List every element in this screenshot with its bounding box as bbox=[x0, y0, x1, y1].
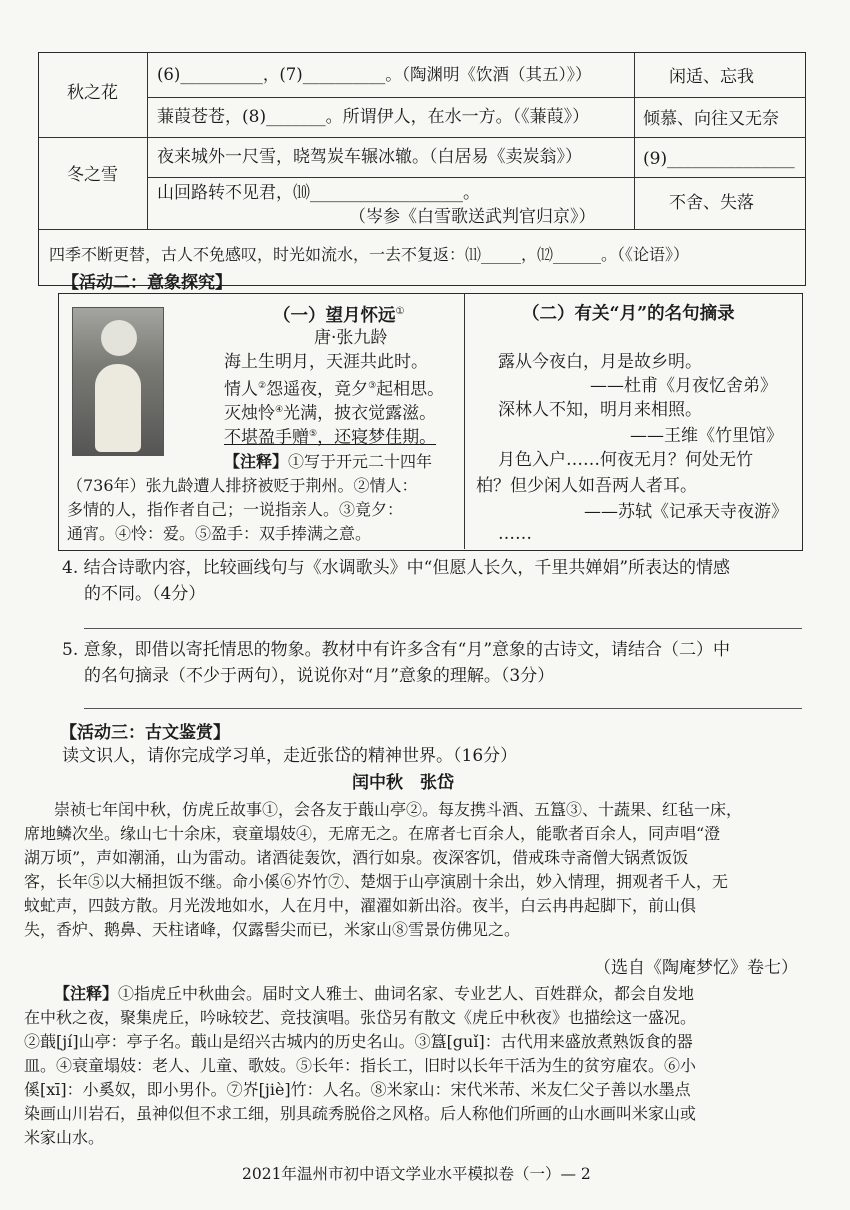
poem-line-4-underlined: 不堪盈手赠⑤，还寝梦佳期。 bbox=[224, 427, 437, 448]
quote-line: 月色入户……何夜无月？何处无竹 bbox=[498, 450, 753, 470]
passage-line: 蚊虻声，四鼓方散。月光泼地如水，人在月中，濯濯如新出浴。夜半，白云冉冉起脚下，前山俱 bbox=[24, 896, 697, 915]
poem-line-2: 情人②怨遥夜，竟夕③起相思。 bbox=[224, 379, 445, 400]
answer-line-q4[interactable] bbox=[84, 628, 802, 629]
note-line: 在中秋之夜，聚集虎丘，吟咏较艺、竞技演唱。张岱另有散文《虎丘中秋夜》也描绘这一盛况。 bbox=[24, 1008, 697, 1027]
passage-line: 湖万顷”，声如潮涌，山为雷动。诸酒徒轰饮，酒行如泉。夜深客饥，借戒珠寺斋僧大锅煮饭饭 bbox=[24, 848, 689, 867]
quote-source: ——苏轼《记承天寺夜游》 bbox=[584, 502, 788, 522]
passage-title: 闰中秋 张岱 bbox=[352, 773, 454, 793]
passage-source: （选自《陶庵梦忆》卷七） bbox=[594, 958, 798, 978]
question-4-line1: 4. 结合诗歌内容，比较画线句与《水调歌头》中“但愿人长久，千里共婵娟”所表达的情感 bbox=[62, 558, 731, 578]
row2-line1: 夜来城外一尺雪，晓驾炭车辗冰辙。（白居易《卖炭翁》） bbox=[157, 147, 582, 167]
row-label-winter: 冬之雪 bbox=[67, 165, 118, 185]
passage-body bbox=[24, 798, 814, 942]
poem-note-line: 通宵。④怜：爱。⑤盈手：双手捧满之意。 bbox=[67, 524, 372, 543]
passage-line: 席地鳞次坐。缘山七十余床，衰童塌妓④，无席无之。在席者七百余人，能歌者百余人，同声唱“澄 bbox=[24, 824, 721, 843]
page-footer: 2021年温州市初中语文学业水平模拟卷（一）— 2 bbox=[242, 1165, 591, 1183]
activity3-title: 【活动三：古文鉴赏】 bbox=[60, 723, 230, 743]
note-line: 皿。④衰童塌妓：老人、儿童、歌妓。⑤长年：指长工，旧时以长年干活为生的贫穷雇农。⑥小 bbox=[24, 1056, 697, 1075]
row1-line2-emotion: 倾慕、向往又无奈 bbox=[643, 109, 779, 129]
moon-icon bbox=[101, 320, 137, 356]
question-5-line2: 的名句摘录（不少于两句），说说你对“月”意象的理解。（3分） bbox=[84, 666, 555, 686]
poem-heading: （一）望月怀远① bbox=[273, 305, 405, 326]
quotes-heading: （二）有关“月”的名句摘录 bbox=[522, 304, 735, 324]
bottom-row: 四季不断更替，古人不免感叹，时光如流水，一去不复返：⑾_____，⑿______。（《论语》） bbox=[49, 245, 690, 264]
row1-line1-emotion: 闲适、忘我 bbox=[669, 67, 754, 87]
poem-illustration bbox=[72, 307, 164, 456]
poem-note-line: （736年）张九龄遭人排挤被贬于荆州。②情人： bbox=[67, 476, 418, 495]
table-divider bbox=[39, 137, 805, 138]
passage-line: 失，香炉、鹅鼻、天柱诸峰，仅露髻尖而已，米家山⑧雪景仿佛见之。 bbox=[24, 920, 521, 939]
table-divider bbox=[147, 97, 805, 98]
table-divider bbox=[634, 53, 635, 229]
poem-line-3: 灭烛怜④光满，披衣觉露滋。 bbox=[224, 403, 437, 424]
row2-line2: 山回路转不见君，⑽__________________。 bbox=[157, 183, 480, 203]
poem-line-1: 海上生明月，天涯共此时。 bbox=[224, 352, 428, 372]
question-5-line1: 5. 意象，即借以寄托情思的物象。教材中有许多含有“月”意象的古诗文，请结合（二）中 bbox=[62, 640, 731, 660]
row2-line2-emotion: 不舍、失落 bbox=[669, 193, 754, 213]
poem-note-first: 【注释】①写于开元二十四年 bbox=[224, 452, 433, 471]
row2-line1-emotion: (9)_______________ bbox=[643, 149, 795, 169]
note-line-first: 【注释】①指虎丘中秋曲会。届时文人雅士、曲词名家、专业艺人、百姓群众，都会自发地 bbox=[54, 984, 695, 1003]
activity2-title: 【活动二：意象探究】 bbox=[62, 273, 232, 293]
table-divider bbox=[147, 53, 148, 229]
poet-figure bbox=[95, 364, 141, 452]
table-divider bbox=[39, 229, 805, 230]
passage-line: 崇祯七年闰中秋，仿虎丘故事①，会各友于蕺山亭②。每友携斗酒、五簋③、十蔬果、红毡一床， bbox=[54, 800, 743, 819]
quote-line: 柏？但少闲人如吾两人者耳。 bbox=[476, 476, 697, 496]
activity3-intro: 读文识人，请你完成学习单，走近张岱的精神世界。（16分） bbox=[62, 746, 518, 766]
row-label-autumn: 秋之花 bbox=[67, 83, 118, 103]
quote-line: 深林人不知，明月来相照。 bbox=[498, 400, 702, 420]
passage-line: 客，长年⑤以大桶担饭不继。命小傒⑥岕竹⑦、楚烟于山亭演剧十余出，妙入情理，拥观者千人，无 bbox=[24, 872, 729, 891]
note-line: 米家山水。 bbox=[24, 1128, 105, 1147]
quote-line: 露从今夜白，月是故乡明。 bbox=[498, 352, 702, 372]
box-divider bbox=[464, 294, 465, 549]
poem-author: 唐·张九龄 bbox=[314, 328, 388, 348]
quote-source: ——王维《竹里馆》 bbox=[630, 426, 783, 446]
quote-ellipsis: …… bbox=[498, 524, 532, 544]
note-line: 傒[xī]：小奚奴，即小男仆。⑦岕[jiè]竹：人名。⑧米家山：宋代米芾、米友仁父子善以水墨点 bbox=[24, 1080, 691, 1099]
quote-source: ——杜甫《月夜忆舍弟》 bbox=[590, 376, 777, 396]
passage-notes bbox=[24, 982, 814, 1150]
poetry-table bbox=[38, 52, 806, 286]
row1-line2: 蒹葭苍苍，(8)_______。所谓伊人，在水一方。（《蒹葭》） bbox=[157, 107, 590, 127]
poem-note-line: 多情的人，指作者自己；一说指亲人。③竟夕： bbox=[67, 500, 404, 519]
table-divider bbox=[147, 177, 805, 178]
note-line: ②蕺[jí]山亭：亭子名。蕺山是绍兴古城内的历史名山。③簋[guǐ]：古代用来盛放煮熟饭食的器 bbox=[24, 1032, 693, 1051]
question-4-line2: 的不同。（4分） bbox=[84, 584, 206, 604]
answer-line-q5[interactable] bbox=[84, 708, 802, 709]
row2-line2-source: （岑参《白雪歌送武判官归京》） bbox=[349, 207, 596, 227]
note-line: 染画山川岩石，虽神似但不求工细，别具疏秀脱俗之风格。后人称他们所画的山水画叫米家山或 bbox=[24, 1104, 697, 1123]
row1-line1: (6)__________，(7)__________。（陶渊明《饮酒（其五）》） bbox=[157, 65, 592, 84]
